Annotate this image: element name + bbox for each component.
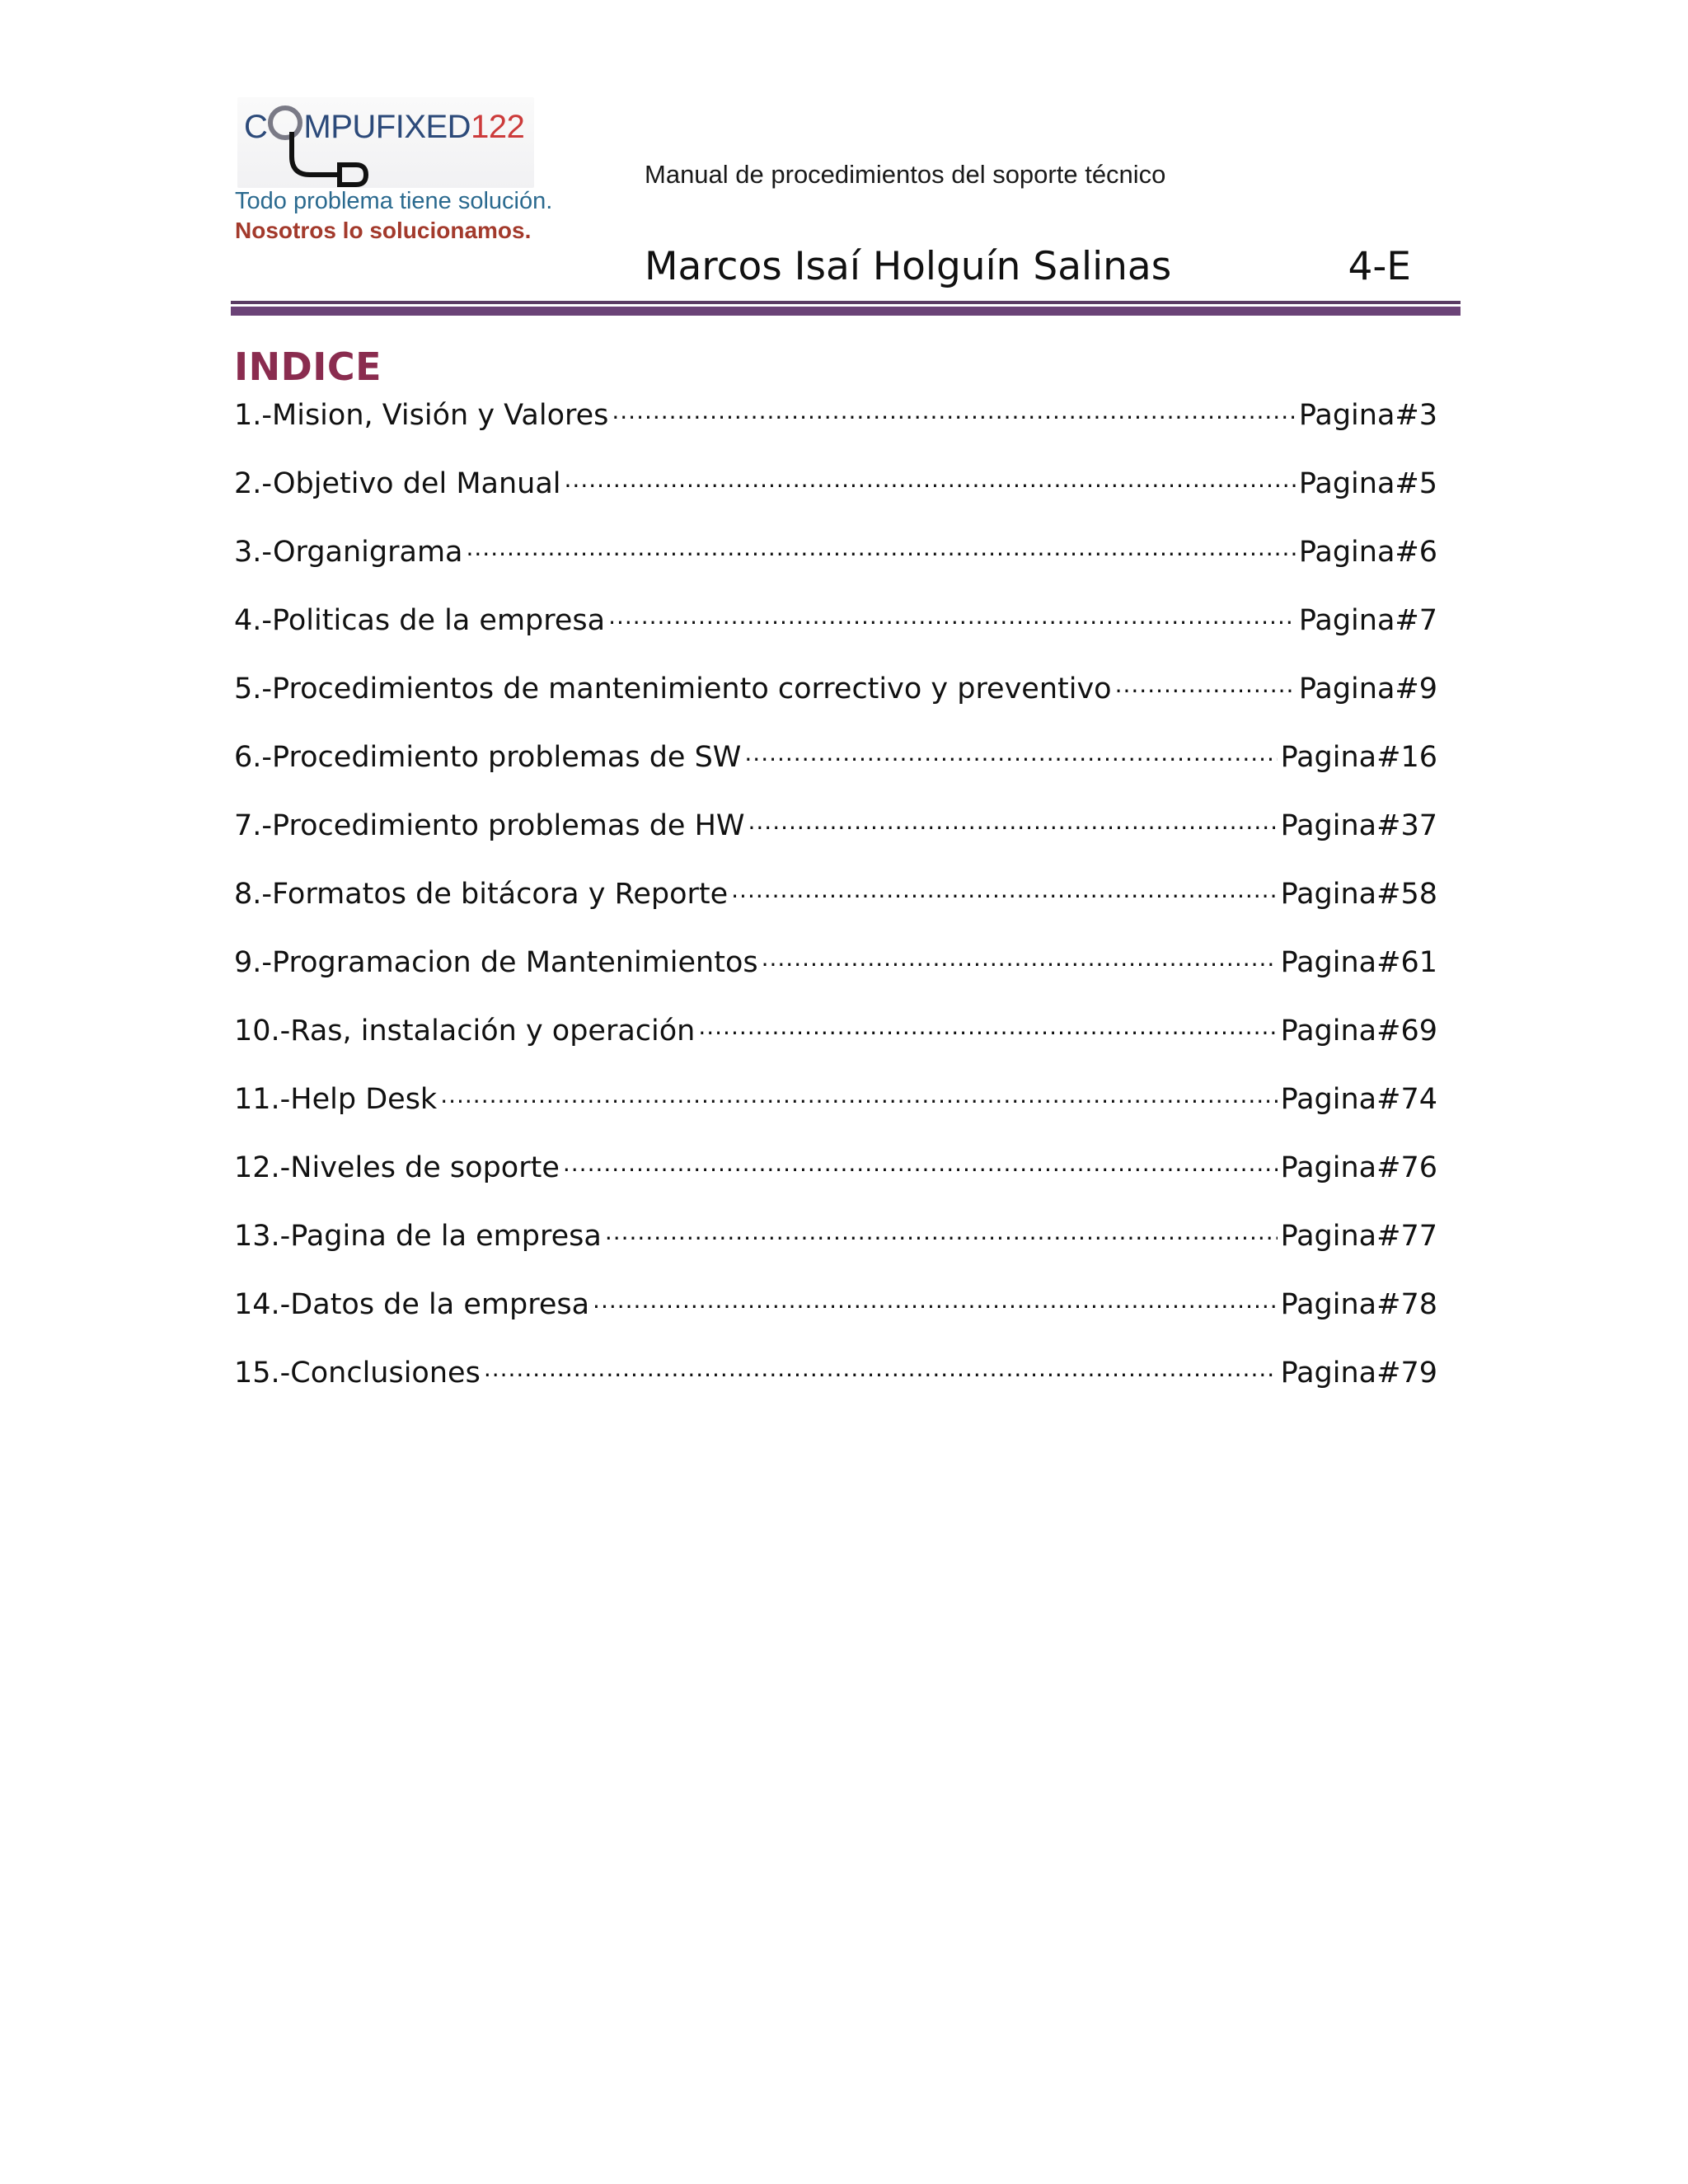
toc-item-page: Pagina#9: [1298, 673, 1437, 705]
toc-item-label: 7.-Procedimiento problemas de HW: [234, 809, 745, 842]
toc-item-label: 6.-Procedimiento problemas de SW: [234, 741, 742, 774]
toc-item-page: Pagina#37: [1280, 809, 1437, 842]
document-title: Manual de procedimientos del soporte técnico: [645, 160, 1166, 189]
toc-item-page: Pagina#6: [1298, 536, 1437, 569]
toc-item: [234, 669, 1437, 738]
toc-item-page: Pagina#79: [1280, 1357, 1437, 1390]
toc-item-label: 12.-Niveles de soporte: [234, 1151, 560, 1184]
group-label: 4-E: [1348, 244, 1411, 289]
toc-leader-dots: [744, 738, 1277, 766]
toc-leader-dots: [762, 943, 1278, 972]
tagline-secondary: Nosotros lo solucionamos.: [235, 218, 532, 243]
toc-item-label: 1.-Mision, Visión y Valores: [234, 399, 609, 432]
logo-prefix: C: [244, 109, 268, 145]
toc-item: [234, 943, 1437, 1011]
header-divider-thick: [231, 307, 1461, 316]
toc-leader-dots: [593, 1285, 1278, 1314]
toc-leader-dots: [698, 1011, 1277, 1040]
toc-item-label: 5.-Procedimientos de mantenimiento correctivo y preventivo: [234, 673, 1112, 705]
logo-suffix: 122: [471, 109, 525, 145]
toc-item-label: 14.-Datos de la empresa: [234, 1288, 590, 1321]
toc-leader-dots: [565, 464, 1296, 493]
toc-item-label: 13.-Pagina de la empresa: [234, 1220, 602, 1253]
toc-item: [234, 874, 1437, 943]
toc-item-page: Pagina#3: [1298, 399, 1437, 432]
logo-middle: MPUFIXED: [303, 109, 471, 145]
toc-item-label: 15.-Conclusiones: [234, 1357, 481, 1390]
toc-item-label: 2.-Objetivo del Manual: [234, 467, 561, 500]
toc-item: [234, 601, 1437, 669]
toc-item-label: 4.-Politicas de la empresa: [234, 604, 606, 637]
toc-item-page: Pagina#74: [1280, 1083, 1437, 1116]
toc-leader-dots: [1115, 669, 1296, 698]
toc-item-page: Pagina#5: [1298, 467, 1437, 500]
stethoscope-tube-icon: [280, 132, 379, 190]
toc-leader-dots: [731, 874, 1277, 903]
toc-leader-dots: [608, 601, 1296, 630]
toc-item-label: 3.-Organigrama: [234, 536, 463, 569]
toc-leader-dots: [467, 532, 1296, 561]
toc-item-label: 11.-Help Desk: [234, 1083, 438, 1116]
toc-item-page: Pagina#69: [1280, 1015, 1437, 1047]
toc-item: [234, 532, 1437, 601]
toc-leader-dots: [563, 1148, 1278, 1177]
toc-item: [234, 738, 1437, 806]
toc-item: [234, 1285, 1437, 1353]
toc-item: [234, 1148, 1437, 1216]
header-divider-thin: [231, 301, 1461, 304]
toc-leader-dots: [605, 1216, 1278, 1245]
toc-item: [234, 396, 1437, 464]
toc-item-page: Pagina#7: [1298, 604, 1437, 637]
toc-item-label: 10.-Ras, instalación y operación: [234, 1015, 696, 1047]
toc-item-page: Pagina#77: [1280, 1220, 1437, 1253]
toc-leader-dots: [440, 1080, 1277, 1108]
toc-item: [234, 1353, 1437, 1422]
toc-item: [234, 1080, 1437, 1148]
toc-leader-dots: [748, 806, 1278, 835]
toc-item: [234, 1011, 1437, 1080]
index-heading: INDICE: [234, 344, 382, 389]
toc-leader-dots: [612, 396, 1295, 424]
table-of-contents: [234, 396, 1437, 1422]
toc-item: [234, 464, 1437, 532]
toc-leader-dots: [484, 1353, 1278, 1382]
toc-item-page: Pagina#78: [1280, 1288, 1437, 1321]
author-name: Marcos Isaí Holguín Salinas: [645, 244, 1172, 289]
tagline-primary: Todo problema tiene solución.: [235, 188, 553, 214]
toc-item-label: 8.-Formatos de bitácora y Reporte: [234, 878, 729, 911]
toc-item-label: 9.-Programacion de Mantenimientos: [234, 946, 758, 979]
toc-item-page: Pagina#61: [1280, 946, 1437, 979]
toc-item-page: Pagina#16: [1280, 741, 1437, 774]
toc-item-page: Pagina#76: [1280, 1151, 1437, 1184]
toc-item: [234, 1216, 1437, 1285]
toc-item: [234, 806, 1437, 874]
toc-item-page: Pagina#58: [1280, 878, 1437, 911]
